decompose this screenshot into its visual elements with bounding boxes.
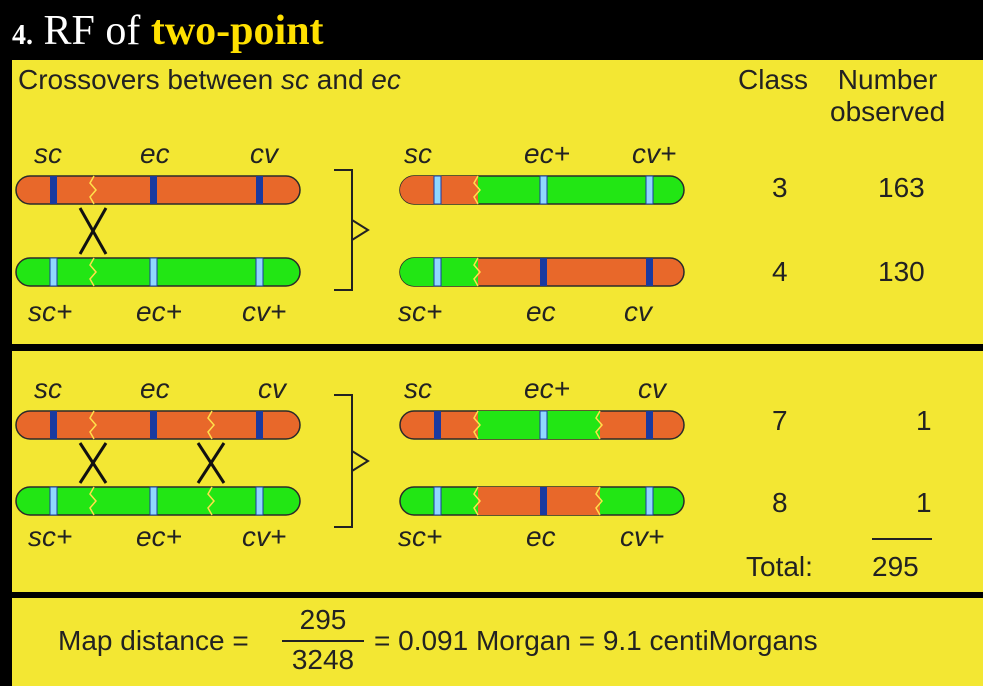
class-3: 3 (772, 172, 788, 203)
parental-chromosome-wildtype (16, 487, 300, 515)
total-label: Total: (746, 551, 813, 582)
recombinant-chromosome-1 (400, 176, 684, 204)
number-1a: 1 (916, 405, 932, 436)
gene-label-sc: sc (34, 138, 62, 169)
fraction-bar (282, 640, 364, 642)
product-gene-label-sc: sc (404, 373, 432, 404)
product-gene-label-sc-plus: sc+ (398, 296, 443, 327)
parental-chromosome-mutant (16, 176, 300, 204)
fraction-denominator: 3248 (291, 644, 355, 675)
slide-title (12, 6, 324, 61)
product-gene-label-cv-plus: cv+ (632, 138, 677, 169)
product-gene-label-cv: cv (638, 373, 666, 404)
class-4: 4 (772, 256, 788, 287)
gene-label-cv: cv (250, 138, 278, 169)
gene-label-sc-plus: sc+ (28, 521, 73, 552)
map-distance-label: Map distance = (58, 625, 249, 656)
class-column-header: Class (738, 64, 809, 95)
gene-label-ec: ec (140, 373, 170, 404)
map-distance-result: = 0.091 Morgan = 9.1 centiMorgans (374, 625, 818, 656)
title-number: 4. (12, 20, 33, 51)
map-distance-panel (12, 598, 983, 686)
gene-label-sc-plus: sc+ (28, 296, 73, 327)
product-gene-label-cv: cv (624, 296, 652, 327)
number-130: 130 (878, 256, 925, 287)
class-8: 8 (772, 487, 788, 518)
product-gene-label-ec-plus: ec+ (524, 373, 570, 404)
title-prefix: RF of (43, 8, 141, 54)
gene-label-ec-plus: ec+ (136, 521, 182, 552)
bracket (334, 395, 352, 527)
product-gene-label-sc: sc (404, 138, 432, 169)
gene-label-cv-plus: cv+ (242, 521, 287, 552)
double-crossover-panel (12, 351, 983, 592)
single-crossover-panel (12, 60, 983, 344)
fraction-numerator: 295 (299, 604, 347, 635)
crossover-x-left (80, 443, 106, 483)
title-highlight: two-point (150, 8, 324, 54)
crossover-caption: Crossovers between sc and ec (18, 64, 401, 95)
double-recombinant-1 (400, 411, 684, 439)
gene-label-ec-plus: ec+ (136, 296, 182, 327)
parental-chromosome-wildtype (16, 258, 300, 286)
product-gene-label-sc-plus: sc+ (398, 521, 443, 552)
total-value: 295 (872, 551, 919, 582)
bracket (334, 170, 352, 290)
product-gene-label-ec: ec (526, 521, 556, 552)
product-gene-label-ec-plus: ec+ (524, 138, 570, 169)
class-7: 7 (772, 405, 788, 436)
number-observed-header: Number observed (830, 64, 946, 127)
gene-label-ec: ec (140, 138, 170, 169)
recombinant-chromosome-2 (400, 258, 684, 286)
parental-chromosome-mutant (16, 411, 300, 439)
number-1b: 1 (916, 487, 932, 518)
gene-label-sc: sc (34, 373, 62, 404)
bracket-point (352, 451, 368, 471)
bracket-point (352, 220, 368, 240)
double-crossover-diagram (12, 351, 983, 592)
crossover-x (80, 208, 106, 254)
gene-label-cv-plus: cv+ (242, 296, 287, 327)
single-crossover-diagram (12, 60, 983, 344)
number-163: 163 (878, 172, 925, 203)
product-gene-label-ec: ec (526, 296, 556, 327)
crossover-x-right (198, 443, 224, 483)
double-recombinant-2 (400, 487, 684, 515)
gene-label-cv: cv (258, 373, 286, 404)
product-gene-label-cv-plus: cv+ (620, 521, 665, 552)
